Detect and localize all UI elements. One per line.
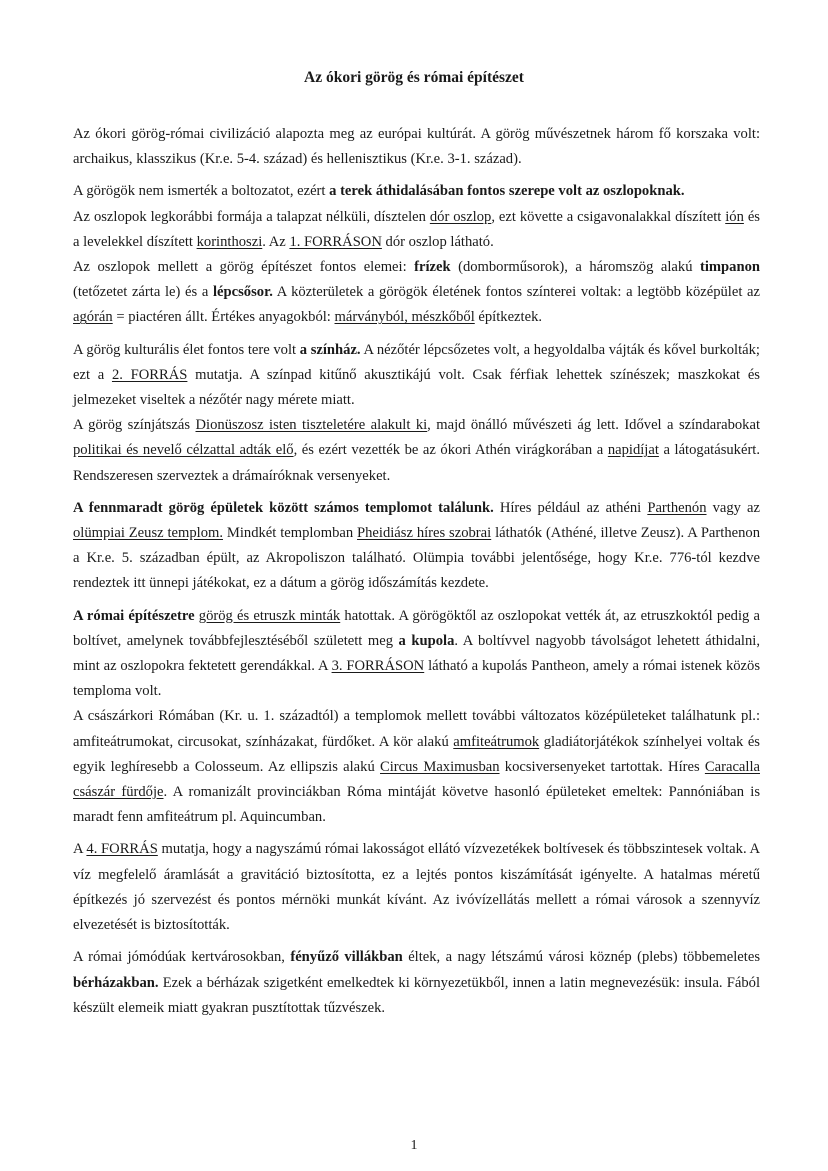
bold-text: a terek áthidalásában fontos szerepe volt az oszlopoknak.	[329, 183, 685, 200]
page-title: Az ókori görög és római építészet	[304, 69, 524, 86]
paragraph	[73, 338, 760, 414]
text-run: látható a kupolás Pantheon, amely a római istenek közös temploma volt.	[73, 658, 760, 700]
text-run: Híres például az athéni	[493, 499, 648, 516]
paragraph	[73, 413, 760, 489]
underlined-text: dór oszlop	[429, 208, 492, 225]
text-run: A nézőtér lépcsőzetes volt, a hegyoldalba vájták és kővel burkolták; ezt a	[73, 341, 760, 383]
text-run: hatottak. A görögöktől az oszlopokat vették át, az etruszkoktól pedig a boltívet, amelynek továbbfejlesztéséből született meg	[73, 607, 760, 649]
paragraph	[73, 704, 760, 830]
text-run: láthatók (Athéné, illetve Zeusz). A Parthenon a Kr.e. 5. században épült, az Akropoliszon található. Olümpia további jelentősége, hogy Kr.e. 776-tól kezdve rendeztek itt ünnepi játékokat, ez a dátum a görög időszámítás kezdete.	[73, 525, 760, 592]
text-run: . A boltívvel nagyobb távolságot lehetett áthidalni, mint az oszlopokra fektetett gerendákkal. A	[73, 632, 760, 675]
paragraph	[73, 945, 760, 1021]
text-run: Ezek a bérházak szigetként emelkedtek ki környezetükből, innen a latin megnevezésük: insula. Fából készült elemeik miatt gyakran pusztítottak tűzvészek.	[73, 974, 760, 1016]
underlined-text: Parthenón	[647, 499, 707, 516]
paragraph	[73, 496, 760, 597]
text-run: a látogatásukért. Rendszeresen szerveztek a drámaíróknak versenyeket.	[73, 442, 761, 484]
text-run: Az oszlopok legkorábbi formája a talapzat nélküli, dísztelen	[73, 208, 430, 225]
paragraph	[73, 179, 760, 204]
underlined-text: 3. FORRÁSON	[331, 658, 425, 675]
underlined-text: márványból, mészkőből	[334, 309, 475, 326]
text-run: (domborműsorok), a háromszög alakú	[450, 259, 700, 276]
text-run: éltek, a nagy létszámú városi köznép (plebs) többemeletes	[402, 949, 760, 966]
underlined-text: olümpiai Zeusz templom.	[73, 525, 223, 542]
text-run: Az ókori görög-római civilizáció alapozta meg az európai kultúrát. A görög művészetnek három fő korszaka volt: archaikus, klasszikus (Kr.e. 5-4. század) és hellenisztikus (Kr.e. 3-1. század).	[73, 126, 760, 168]
text-run: A görög színjátszás	[73, 417, 196, 434]
underlined-text: politikai és nevelő célzattal adták elő	[73, 442, 294, 459]
paragraph	[73, 604, 760, 705]
text-run: . A romanizált provinciákban Róma mintáját követve hasonló épületeket emeltek: Pannóniában is maradt fenn amfiteátrum pl. Aquincumban.	[73, 784, 760, 826]
text-run: A császárkori Rómában (Kr. u. 1. századtól) a templomok mellett további változatos középületeket találhatunk pl.: amfiteátrumokat, circusokat, színházakat, fürdőket. A kör alakú	[73, 708, 760, 750]
bold-text: bérházakban.	[73, 974, 159, 991]
bold-text: fényűző villákban	[290, 949, 403, 966]
text-run: dór oszlop látható.	[381, 233, 494, 250]
text-run: és a levelekkel díszített	[73, 208, 760, 250]
text-run: A	[73, 841, 87, 858]
text-run: A görögök nem ismerték a boltozatot, ezért	[73, 183, 330, 200]
underlined-text: 4. FORRÁS	[86, 841, 158, 858]
bold-text: frízek	[414, 259, 451, 276]
underlined-text: Dionüszosz isten tiszteletére alakult ki	[195, 417, 428, 434]
underlined-text: agórán	[73, 309, 113, 326]
underlined-text: amfiteátrumok	[453, 733, 540, 750]
underlined-text: napidíjat	[607, 442, 659, 459]
paragraph	[73, 837, 760, 938]
text-run: A római jómódúak kertvárosokban,	[73, 949, 291, 966]
text-run: A közterületek a görögök életének fontos színterei voltak: a legtöbb középület az	[272, 284, 760, 301]
underlined-text: Pheidiász híres szobrai	[357, 525, 492, 542]
paragraph	[73, 255, 760, 331]
text-run: (tetőzetet zárta le) és a	[73, 284, 213, 301]
text-run: Az oszlopok mellett a görög építészet fontos elemei:	[73, 259, 415, 276]
text-run: Mindkét templomban	[223, 525, 358, 542]
underlined-text: korinthoszi	[196, 233, 263, 250]
text-run: kocsiversenyeket tartottak. Híres	[499, 758, 705, 775]
paragraph	[73, 122, 760, 172]
text-run: mutatja, hogy a nagyszámú római lakosságot ellátó vízvezetékek boltívesek és többszintesek voltak. A víz megfelelő áramlását a gravitáció biztosította, ez a lejtés pontos kiszámítását igényelte. A hatalmas méretű építkezés jó szervezést és pontos mérnöki munkát kívánt. Az ivóvízellátás mellett a római városok a szennyvíz elvezetését is biztosították.	[73, 841, 761, 934]
bold-text: A fennmaradt görög épületek között számos templomot találunk.	[73, 499, 494, 516]
text-run: gladiátorjátékok színhelyei voltak és egyik leghíresebb a Colosseum. Az ellipszis alakú	[73, 733, 760, 775]
underlined-text: Circus Maximusban	[380, 758, 500, 775]
text-run: A görög kulturális élet fontos tere volt	[73, 341, 300, 358]
document-body	[73, 122, 760, 1021]
text-run: , és ezért vezették be az ókori Athén virágkorában a	[293, 442, 608, 459]
bold-text: a kupola	[398, 632, 455, 649]
page-number: 1	[410, 1138, 418, 1153]
underlined-text: görög és etruszk minták	[198, 607, 341, 624]
bold-text: a színház.	[299, 341, 361, 358]
text-run: = piactéren állt. Értékes anyagokból:	[112, 309, 335, 326]
text-run: mutatja. A színpad kitűnő akusztikájú volt. Csak férfiak lehettek színészek; maszkokat és jelmezeket viseltek a nézőtér nagy mérete miatt.	[73, 366, 760, 409]
text-run: , majd önálló művészeti ág lett. Idővel a színdarabokat	[427, 417, 760, 434]
text-run: . Az	[262, 233, 290, 250]
text-run: , ezt követte a csigavonalakkal díszített	[491, 208, 726, 225]
bold-text: timpanon	[699, 259, 760, 276]
underlined-text: Caracalla császár fürdője	[73, 758, 760, 801]
text-run: vagy az	[706, 499, 760, 516]
text-run: építkeztek.	[474, 309, 543, 326]
bold-text: lépcsősor.	[212, 284, 273, 301]
underlined-text: 2. FORRÁS	[111, 366, 188, 383]
paragraph	[73, 205, 760, 255]
bold-text: A római építészetre	[73, 607, 195, 624]
underlined-text: 1. FORRÁSON	[289, 233, 382, 250]
underlined-text: ión	[725, 208, 744, 225]
